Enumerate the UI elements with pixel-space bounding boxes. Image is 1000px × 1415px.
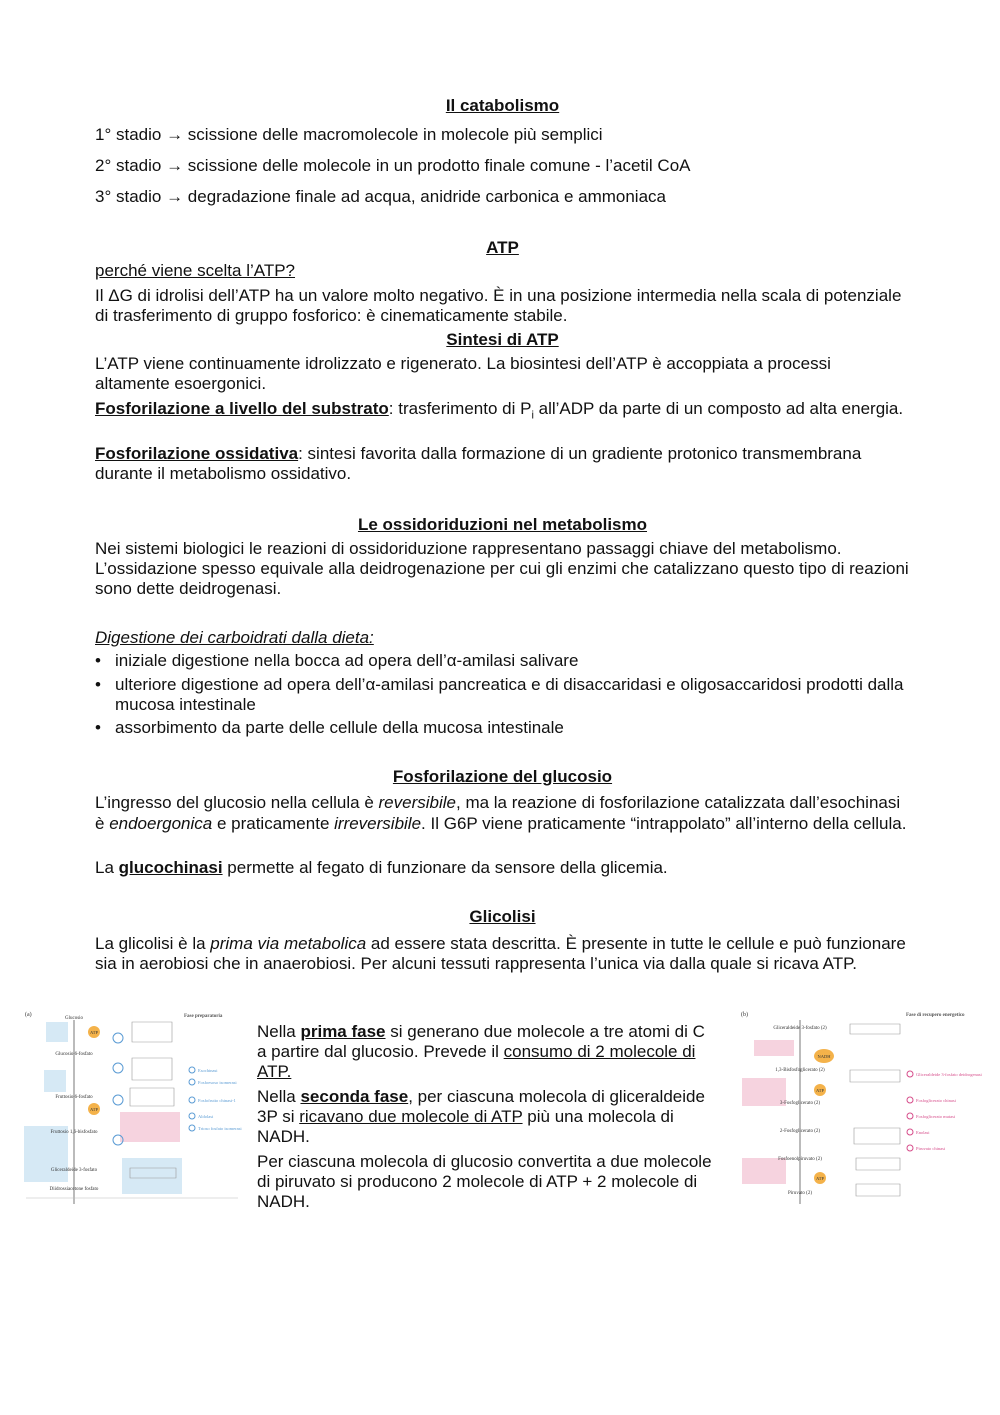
atp-answer: Il ΔG di idrolisi dell’ATP ha un valore molto negativo. È in una posizione intermedia nella scala di potenziale di trasferimento di gruppo fosforico: è cinematicamente stabile. [95, 286, 902, 325]
step-number [113, 1063, 123, 1073]
svg-text:ATP: ATP [89, 1030, 99, 1035]
stage-2: 2° stadio → scissione delle molecole in un prodotto finale comune - l’acetil CoA [95, 156, 691, 175]
step-number [189, 1113, 195, 1119]
highlight-box [46, 1022, 68, 1042]
ossidoriduzioni-text: Nei sistemi biologici le reazioni di ossidoriduzione rappresentano passaggi chiave del metabolismo. L’ossidazione spesso equivale alla deidrogenazione per cui gli enzimi che catalizzano questo tipo di reazioni sono dette deidrogenasi. [95, 539, 909, 598]
compound-label: 2-Fosfoglicerato (2) [779, 1129, 821, 1134]
enzyme-label: Aldolasi [198, 1114, 214, 1119]
fosforilazione-text: L’ingresso del glucosio nella cellula è reversibile, ma la reazione di fosforilazione catalizzata dall’esochinasi è endoergonica e praticamente irreversibile. Il G6P viene praticamente “intrappolato” all’interno della cellula. [95, 793, 907, 833]
figure-glicolisi-fase-recupero [738, 1008, 982, 1204]
compound-label: Glucosio [64, 1016, 84, 1021]
panel-label-a: (a) [25, 1012, 32, 1018]
molecule-structure [130, 1022, 174, 1106]
compound-label: Fruttosio 6-fosfato [55, 1095, 93, 1100]
term-prima-fase: prima fase [300, 1022, 386, 1041]
prima-fase-text: Nella prima fase si generano due molecole a tre atomi di C a partire dal glucosio. Prevede il consumo di 2 molecole di ATP. [257, 1022, 705, 1081]
highlight-box [120, 1112, 180, 1142]
stage-1: 1° stadio → scissione delle macromolecole in molecole più semplici [95, 125, 603, 144]
enzyme-label: Fosfoesoso isomerasi [198, 1080, 237, 1085]
phase-label-b: Fase di recupero energetico [906, 1013, 965, 1018]
svg-text:NADH: NADH [817, 1054, 831, 1059]
enzyme-label: Enolasi [916, 1130, 930, 1135]
enzyme-label: Fosfofrutto chinasi-1 [198, 1098, 236, 1103]
heading-sintesi: Sintesi di ATP [446, 330, 559, 349]
heading-atp: ATP [486, 238, 519, 257]
molecule-structure [850, 1024, 900, 1196]
fosforilazione-ossidativa: Fosforilazione ossidativa: sintesi favorita dalla formazione di un gradiente protonico transmembrana durante il metabolismo ossidativo. [95, 444, 862, 483]
step-number [113, 1095, 123, 1105]
term-seconda-fase: seconda fase [300, 1087, 409, 1106]
step-number [907, 1113, 913, 1119]
enzyme-label: Gliceraldeide 3-fosfato deidrogenasi [916, 1072, 982, 1077]
step-number [189, 1079, 195, 1085]
step-number [907, 1129, 913, 1135]
fosforilazione-substrato: Fosforilazione a livello del substrato: trasferimento di $P_i$ all’ADP da parte di un composto ad alta energia. [95, 399, 904, 422]
enzyme-label: Fosfoglicerato chinasi [916, 1098, 956, 1103]
glucochinasi-text: La glucochinasi permette al fegato di funzionare da sensore della glicemia. [95, 858, 668, 877]
step-number [907, 1145, 913, 1151]
compound-label: Fosfoenolpiruvato (2) [778, 1157, 822, 1162]
digestione-title: Digestione dei carboidrati dalla dieta: [95, 628, 374, 647]
highlight-box [44, 1070, 66, 1092]
bilancio-text: Per ciascuna molecola di glucosio convertita a due molecole di piruvato si producono 2 molecole di ATP + 2 molecole di NADH. [257, 1152, 712, 1211]
compound-label: Diidrossiacetone fosfato [49, 1187, 99, 1192]
step-number [189, 1097, 195, 1103]
compound-label: 1,3-Bisfosfoglicerato (2) [775, 1068, 825, 1073]
enzyme-label: Trioso fosfato isomerasi [198, 1126, 242, 1131]
glicolisi-intro: La glicolisi è la prima via metabolica ad essere stata descritta. È presente in tutte le cellule e può funzionare sia in aerobiosi che in anaerobiosi. Per alcuni tessuti rappresenta l’unica via dalla quale si ricava ATP. [95, 934, 906, 973]
step-number [189, 1125, 195, 1131]
sintesi-intro: L’ATP viene continuamente idrolizzato e rigenerato. La biosintesi dell’ATP è accoppiata a processi altamente esoergonici. [95, 354, 831, 393]
heading-ossidoriduzioni: Le ossidoriduzioni nel metabolismo [357, 515, 648, 534]
term-ossidativa: Fosforilazione ossidativa [95, 444, 299, 463]
svg-text:ATP: ATP [89, 1107, 99, 1112]
svg-text:ATP: ATP [815, 1088, 825, 1093]
compound-label: Piruvato (2) [787, 1191, 813, 1196]
panel-label-b: (b) [741, 1012, 748, 1018]
compound-label: 3-Fosfoglicerato (2) [779, 1101, 821, 1106]
compound-label: Glucosio 6-fosfato [55, 1052, 93, 1057]
term-substrato: Fosforilazione a livello del substrato [95, 399, 389, 418]
term-glucochinasi: glucochinasi [118, 858, 223, 877]
phase-label-a: Fase preparatoria [184, 1014, 223, 1019]
heading-fosforilazione-glucosio: Fosforilazione del glucosio [392, 767, 613, 786]
step-number [189, 1067, 195, 1073]
highlight-box [122, 1158, 182, 1194]
highlight-box [754, 1040, 794, 1056]
step-number [113, 1033, 123, 1043]
step-number [907, 1071, 913, 1077]
compound-label: Gliceraldeide 3-fosfato (2) [773, 1026, 827, 1031]
svg-text:ATP: ATP [815, 1176, 825, 1181]
stage-3: 3° stadio → degradazione finale ad acqua, anidride carbonica e ammoniaca [95, 187, 666, 206]
heading-catabolismo: Il catabolismo [445, 96, 560, 115]
heading-glicolisi: Glicolisi [469, 907, 536, 926]
atp-question: perché viene scelta l’ATP? [95, 261, 296, 280]
enzyme-label: Fosfoglicerato mutasi [916, 1114, 956, 1119]
compound-label: Fruttosio 1,6-bisfosfato [50, 1130, 98, 1135]
step-number [907, 1097, 913, 1103]
seconda-fase-text: Nella seconda fase, per ciascuna molecola di gliceraldeide 3P si ricavano due molecole di ATP più una molecola di NADH. [257, 1087, 705, 1146]
figure-glicolisi-fase-preparatoria [22, 1008, 242, 1204]
enzyme-label: Esochinasi [198, 1068, 218, 1073]
compound-label: Gliceraldeide 3-fosfato [50, 1168, 98, 1173]
enzyme-label: Piruvato chinasi [916, 1146, 946, 1151]
